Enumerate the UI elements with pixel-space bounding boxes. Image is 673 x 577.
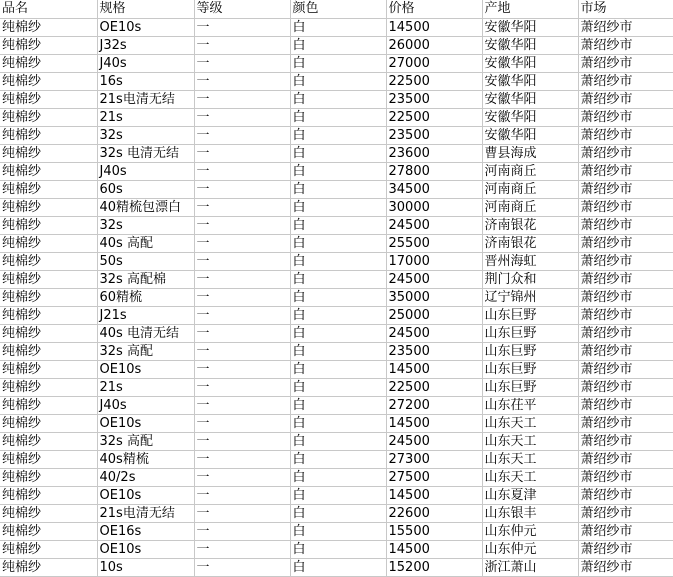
cell-color[interactable]: 白: [290, 504, 386, 522]
cell-spec[interactable]: 21s电清无结: [97, 90, 194, 108]
cell-origin[interactable]: 浙江萧山: [482, 558, 578, 576]
cell-product-name[interactable]: 纯棉纱: [0, 558, 97, 576]
cell-market[interactable]: 萧绍纱市: [578, 306, 673, 324]
header-grade[interactable]: 等级: [194, 0, 290, 18]
table-row: [0, 306, 673, 324]
cell-product-name[interactable]: 纯棉纱: [0, 468, 97, 486]
cell-product-name[interactable]: 纯棉纱: [0, 360, 97, 378]
header-product-name[interactable]: 品名: [0, 0, 97, 18]
cell-market[interactable]: 萧绍纱市: [578, 90, 673, 108]
table-body: [0, 18, 673, 576]
cell-color[interactable]: 白: [290, 216, 386, 234]
cell-color[interactable]: 白: [290, 252, 386, 270]
table-row: [0, 36, 673, 54]
cell-spec[interactable]: 40s精梳: [97, 450, 194, 468]
cell-product-name[interactable]: 纯棉纱: [0, 504, 97, 522]
cell-origin[interactable]: 晋州海虹: [482, 252, 578, 270]
cell-grade[interactable]: 一: [194, 72, 290, 90]
cell-price[interactable]: 15500: [386, 522, 482, 540]
cell-spec[interactable]: 60精梳: [97, 288, 194, 306]
cell-grade[interactable]: 一: [194, 144, 290, 162]
table-row: [0, 450, 673, 468]
cell-color[interactable]: 白: [290, 360, 386, 378]
cell-price[interactable]: 27800: [386, 162, 482, 180]
cell-grade[interactable]: 一: [194, 54, 290, 72]
cell-color[interactable]: 白: [290, 36, 386, 54]
cell-grade[interactable]: 一: [194, 450, 290, 468]
cell-grade[interactable]: 一: [194, 180, 290, 198]
table-row: [0, 216, 673, 234]
cell-origin[interactable]: 荆门众和: [482, 270, 578, 288]
cell-product-name[interactable]: 纯棉纱: [0, 162, 97, 180]
cell-market[interactable]: 萧绍纱市: [578, 288, 673, 306]
cell-color[interactable]: 白: [290, 486, 386, 504]
cell-price[interactable]: 14500: [386, 486, 482, 504]
table-row: [0, 360, 673, 378]
cell-market[interactable]: 萧绍纱市: [578, 378, 673, 396]
cell-product-name[interactable]: 纯棉纱: [0, 144, 97, 162]
cell-grade[interactable]: 一: [194, 486, 290, 504]
cell-price[interactable]: 23600: [386, 144, 482, 162]
cell-spec[interactable]: J32s: [97, 36, 194, 54]
cell-grade[interactable]: 一: [194, 360, 290, 378]
cell-spec[interactable]: 16s: [97, 72, 194, 90]
cell-color[interactable]: 白: [290, 144, 386, 162]
cell-spec[interactable]: 21s: [97, 378, 194, 396]
cell-product-name[interactable]: 纯棉纱: [0, 198, 97, 216]
cell-origin[interactable]: 安徽华阳: [482, 108, 578, 126]
cell-color[interactable]: 白: [290, 450, 386, 468]
cell-product-name[interactable]: 纯棉纱: [0, 180, 97, 198]
cell-spec[interactable]: J40s: [97, 54, 194, 72]
cell-color[interactable]: 白: [290, 414, 386, 432]
cell-spec[interactable]: 40/2s: [97, 468, 194, 486]
cell-price[interactable]: 15200: [386, 558, 482, 576]
cell-price[interactable]: 22500: [386, 378, 482, 396]
cell-origin[interactable]: 山东巨野: [482, 306, 578, 324]
cell-market[interactable]: 萧绍纱市: [578, 522, 673, 540]
cell-market[interactable]: 萧绍纱市: [578, 558, 673, 576]
cell-market[interactable]: 萧绍纱市: [578, 126, 673, 144]
cell-spec[interactable]: 40s 高配: [97, 234, 194, 252]
header-row: [0, 0, 673, 18]
cell-color[interactable]: 白: [290, 432, 386, 450]
cell-spec[interactable]: 32s 高配棉: [97, 270, 194, 288]
cell-price[interactable]: 27500: [386, 468, 482, 486]
cell-price[interactable]: 22600: [386, 504, 482, 522]
cell-price[interactable]: 25000: [386, 306, 482, 324]
header-spec[interactable]: 规格: [97, 0, 194, 18]
cell-origin[interactable]: 安徽华阳: [482, 90, 578, 108]
cell-spec[interactable]: 60s: [97, 180, 194, 198]
table-row: [0, 54, 673, 72]
cell-grade[interactable]: 一: [194, 288, 290, 306]
cell-market[interactable]: 萧绍纱市: [578, 360, 673, 378]
cell-grade[interactable]: 一: [194, 162, 290, 180]
cell-grade[interactable]: 一: [194, 504, 290, 522]
cell-origin[interactable]: 曹县海成: [482, 144, 578, 162]
cell-origin[interactable]: 山东天工: [482, 432, 578, 450]
cell-spec[interactable]: 21s: [97, 108, 194, 126]
cell-grade[interactable]: 一: [194, 252, 290, 270]
cell-market[interactable]: 萧绍纱市: [578, 270, 673, 288]
cell-grade[interactable]: 一: [194, 468, 290, 486]
cell-price[interactable]: 17000: [386, 252, 482, 270]
table-row: [0, 324, 673, 342]
cell-product-name[interactable]: 纯棉纱: [0, 90, 97, 108]
table-row: [0, 144, 673, 162]
cell-grade[interactable]: 一: [194, 522, 290, 540]
cell-origin[interactable]: 安徽华阳: [482, 72, 578, 90]
cell-market[interactable]: 萧绍纱市: [578, 324, 673, 342]
table-row: [0, 468, 673, 486]
cell-color[interactable]: 白: [290, 126, 386, 144]
cell-price[interactable]: 35000: [386, 288, 482, 306]
cell-price[interactable]: 23500: [386, 342, 482, 360]
cell-grade[interactable]: 一: [194, 198, 290, 216]
cell-origin[interactable]: 山东巨野: [482, 360, 578, 378]
table-row: [0, 540, 673, 558]
cell-origin[interactable]: 山东天工: [482, 414, 578, 432]
table-row: [0, 342, 673, 360]
table-row: [0, 522, 673, 540]
table-row: [0, 486, 673, 504]
table-row: [0, 396, 673, 414]
cell-market[interactable]: 萧绍纱市: [578, 108, 673, 126]
cell-market[interactable]: 萧绍纱市: [578, 432, 673, 450]
cell-product-name[interactable]: 纯棉纱: [0, 36, 97, 54]
cell-origin[interactable]: 山东仲元: [482, 540, 578, 558]
cell-product-name[interactable]: 纯棉纱: [0, 522, 97, 540]
cell-product-name[interactable]: 纯棉纱: [0, 378, 97, 396]
cell-price[interactable]: 23500: [386, 126, 482, 144]
cell-origin[interactable]: 安徽华阳: [482, 36, 578, 54]
cell-origin[interactable]: 河南商丘: [482, 162, 578, 180]
cell-market[interactable]: 萧绍纱市: [578, 342, 673, 360]
cell-price[interactable]: 27300: [386, 450, 482, 468]
cell-spec[interactable]: OE10s: [97, 18, 194, 36]
cell-grade[interactable]: 一: [194, 306, 290, 324]
cell-origin[interactable]: 河南商丘: [482, 180, 578, 198]
cell-market[interactable]: 萧绍纱市: [578, 486, 673, 504]
cell-spec[interactable]: 32s 高配: [97, 432, 194, 450]
cell-color[interactable]: 白: [290, 72, 386, 90]
cell-origin[interactable]: 山东仲元: [482, 522, 578, 540]
cell-origin[interactable]: 山东银丰: [482, 504, 578, 522]
cell-market[interactable]: 萧绍纱市: [578, 162, 673, 180]
cell-grade[interactable]: 一: [194, 342, 290, 360]
cell-product-name[interactable]: 纯棉纱: [0, 396, 97, 414]
cell-product-name[interactable]: 纯棉纱: [0, 216, 97, 234]
cell-origin[interactable]: 安徽华阳: [482, 18, 578, 36]
cell-price[interactable]: 14500: [386, 540, 482, 558]
cell-spec[interactable]: OE10s: [97, 360, 194, 378]
table-row: [0, 558, 673, 576]
table-row: [0, 162, 673, 180]
cell-spec[interactable]: OE10s: [97, 540, 194, 558]
cell-spec[interactable]: OE16s: [97, 522, 194, 540]
cell-grade[interactable]: 一: [194, 558, 290, 576]
cell-price[interactable]: 24500: [386, 270, 482, 288]
cell-price[interactable]: 24500: [386, 324, 482, 342]
cell-product-name[interactable]: 纯棉纱: [0, 234, 97, 252]
table-row: [0, 234, 673, 252]
cell-grade[interactable]: 一: [194, 432, 290, 450]
cell-grade[interactable]: 一: [194, 378, 290, 396]
header-color[interactable]: 颜色: [290, 0, 386, 18]
cell-color[interactable]: 白: [290, 234, 386, 252]
cell-product-name[interactable]: 纯棉纱: [0, 306, 97, 324]
cell-price[interactable]: 14500: [386, 360, 482, 378]
cell-price[interactable]: 34500: [386, 180, 482, 198]
cell-product-name[interactable]: 纯棉纱: [0, 72, 97, 90]
cell-market[interactable]: 萧绍纱市: [578, 72, 673, 90]
cell-spec[interactable]: 32s 电清无结: [97, 144, 194, 162]
cell-color[interactable]: 白: [290, 522, 386, 540]
cell-market[interactable]: 萧绍纱市: [578, 216, 673, 234]
cell-price[interactable]: 27200: [386, 396, 482, 414]
cell-spec[interactable]: OE10s: [97, 486, 194, 504]
table-row: [0, 90, 673, 108]
cell-color[interactable]: 白: [290, 342, 386, 360]
table-row: [0, 180, 673, 198]
cell-origin[interactable]: 山东巨野: [482, 378, 578, 396]
cell-origin[interactable]: 济南银花: [482, 216, 578, 234]
cell-market[interactable]: 萧绍纱市: [578, 396, 673, 414]
cell-grade[interactable]: 一: [194, 90, 290, 108]
cell-origin[interactable]: 山东天工: [482, 468, 578, 486]
cell-price[interactable]: 24500: [386, 432, 482, 450]
cell-color[interactable]: 白: [290, 18, 386, 36]
cell-product-name[interactable]: 纯棉纱: [0, 252, 97, 270]
cell-market[interactable]: 萧绍纱市: [578, 414, 673, 432]
cell-origin[interactable]: 山东茌平: [482, 396, 578, 414]
cell-price[interactable]: 14500: [386, 414, 482, 432]
table-row: [0, 72, 673, 90]
cell-spec[interactable]: J40s: [97, 396, 194, 414]
cell-grade[interactable]: 一: [194, 108, 290, 126]
cell-market[interactable]: 萧绍纱市: [578, 234, 673, 252]
cell-price[interactable]: 27000: [386, 54, 482, 72]
table-row: [0, 252, 673, 270]
table-row: [0, 270, 673, 288]
cell-market[interactable]: 萧绍纱市: [578, 198, 673, 216]
table-row: [0, 432, 673, 450]
cell-price[interactable]: 26000: [386, 36, 482, 54]
cell-grade[interactable]: 一: [194, 324, 290, 342]
table-row: [0, 378, 673, 396]
cell-product-name[interactable]: 纯棉纱: [0, 324, 97, 342]
cell-origin[interactable]: 辽宁锦州: [482, 288, 578, 306]
cell-price[interactable]: 25500: [386, 234, 482, 252]
cell-color[interactable]: 白: [290, 540, 386, 558]
cell-origin[interactable]: 山东巨野: [482, 324, 578, 342]
cell-grade[interactable]: 一: [194, 414, 290, 432]
cell-color[interactable]: 白: [290, 198, 386, 216]
cell-product-name[interactable]: 纯棉纱: [0, 450, 97, 468]
cell-price[interactable]: 24500: [386, 216, 482, 234]
cell-color[interactable]: 白: [290, 90, 386, 108]
table-row: [0, 414, 673, 432]
cell-color[interactable]: 白: [290, 306, 386, 324]
cell-origin[interactable]: 安徽华阳: [482, 54, 578, 72]
cell-origin[interactable]: 山东巨野: [482, 342, 578, 360]
cell-color[interactable]: 白: [290, 288, 386, 306]
cell-spec[interactable]: 32s: [97, 216, 194, 234]
table-row: [0, 504, 673, 522]
cell-spec[interactable]: 32s: [97, 126, 194, 144]
table-row: [0, 108, 673, 126]
cell-color[interactable]: 白: [290, 396, 386, 414]
header-market[interactable]: 市场: [578, 0, 673, 18]
cell-product-name[interactable]: 纯棉纱: [0, 486, 97, 504]
cell-spec[interactable]: J21s: [97, 306, 194, 324]
cell-origin[interactable]: 安徽华阳: [482, 126, 578, 144]
cell-grade[interactable]: 一: [194, 126, 290, 144]
cell-color[interactable]: 白: [290, 270, 386, 288]
cell-market[interactable]: 萧绍纱市: [578, 450, 673, 468]
cell-price[interactable]: 23500: [386, 90, 482, 108]
cell-product-name[interactable]: 纯棉纱: [0, 288, 97, 306]
cell-spec[interactable]: J40s: [97, 162, 194, 180]
cell-price[interactable]: 30000: [386, 198, 482, 216]
cell-product-name[interactable]: 纯棉纱: [0, 270, 97, 288]
table-row: [0, 18, 673, 36]
cell-spec[interactable]: 21s电清无结: [97, 504, 194, 522]
cell-market[interactable]: 萧绍纱市: [578, 144, 673, 162]
cell-product-name[interactable]: 纯棉纱: [0, 414, 97, 432]
cell-spec[interactable]: 50s: [97, 252, 194, 270]
cell-grade[interactable]: 一: [194, 36, 290, 54]
cell-market[interactable]: 萧绍纱市: [578, 18, 673, 36]
cell-price[interactable]: 22500: [386, 72, 482, 90]
cell-price[interactable]: 22500: [386, 108, 482, 126]
cell-market[interactable]: 萧绍纱市: [578, 504, 673, 522]
cell-market[interactable]: 萧绍纱市: [578, 540, 673, 558]
cell-origin[interactable]: 山东天工: [482, 450, 578, 468]
cell-color[interactable]: 白: [290, 558, 386, 576]
cell-spec[interactable]: 32s 高配: [97, 342, 194, 360]
cell-grade[interactable]: 一: [194, 540, 290, 558]
cell-origin[interactable]: 河南商丘: [482, 198, 578, 216]
cell-product-name[interactable]: 纯棉纱: [0, 54, 97, 72]
cell-color[interactable]: 白: [290, 162, 386, 180]
cell-grade[interactable]: 一: [194, 216, 290, 234]
cell-color[interactable]: 白: [290, 180, 386, 198]
cell-product-name[interactable]: 纯棉纱: [0, 540, 97, 558]
cell-grade[interactable]: 一: [194, 18, 290, 36]
cell-product-name[interactable]: 纯棉纱: [0, 18, 97, 36]
cell-color[interactable]: 白: [290, 378, 386, 396]
cell-spec[interactable]: OE10s: [97, 414, 194, 432]
table-row: [0, 288, 673, 306]
cell-origin[interactable]: 济南银花: [482, 234, 578, 252]
header-origin[interactable]: 产地: [482, 0, 578, 18]
cell-market[interactable]: 萧绍纱市: [578, 54, 673, 72]
cell-market[interactable]: 萧绍纱市: [578, 180, 673, 198]
cell-product-name[interactable]: 纯棉纱: [0, 342, 97, 360]
cell-grade[interactable]: 一: [194, 234, 290, 252]
cell-grade[interactable]: 一: [194, 270, 290, 288]
cell-market[interactable]: 萧绍纱市: [578, 468, 673, 486]
cell-spec[interactable]: 10s: [97, 558, 194, 576]
cell-color[interactable]: 白: [290, 108, 386, 126]
cell-product-name[interactable]: 纯棉纱: [0, 126, 97, 144]
table-row: [0, 126, 673, 144]
cell-color[interactable]: 白: [290, 468, 386, 486]
cell-market[interactable]: 萧绍纱市: [578, 36, 673, 54]
cell-product-name[interactable]: 纯棉纱: [0, 432, 97, 450]
cell-market[interactable]: 萧绍纱市: [578, 252, 673, 270]
cell-grade[interactable]: 一: [194, 396, 290, 414]
cell-color[interactable]: 白: [290, 324, 386, 342]
cell-price[interactable]: 14500: [386, 18, 482, 36]
cell-spec[interactable]: 40s 电清无结: [97, 324, 194, 342]
cell-color[interactable]: 白: [290, 54, 386, 72]
cell-origin[interactable]: 山东夏津: [482, 486, 578, 504]
table-row: [0, 198, 673, 216]
cell-product-name[interactable]: 纯棉纱: [0, 108, 97, 126]
header-price[interactable]: 价格: [386, 0, 482, 18]
cell-spec[interactable]: 40精梳包漂白: [97, 198, 194, 216]
